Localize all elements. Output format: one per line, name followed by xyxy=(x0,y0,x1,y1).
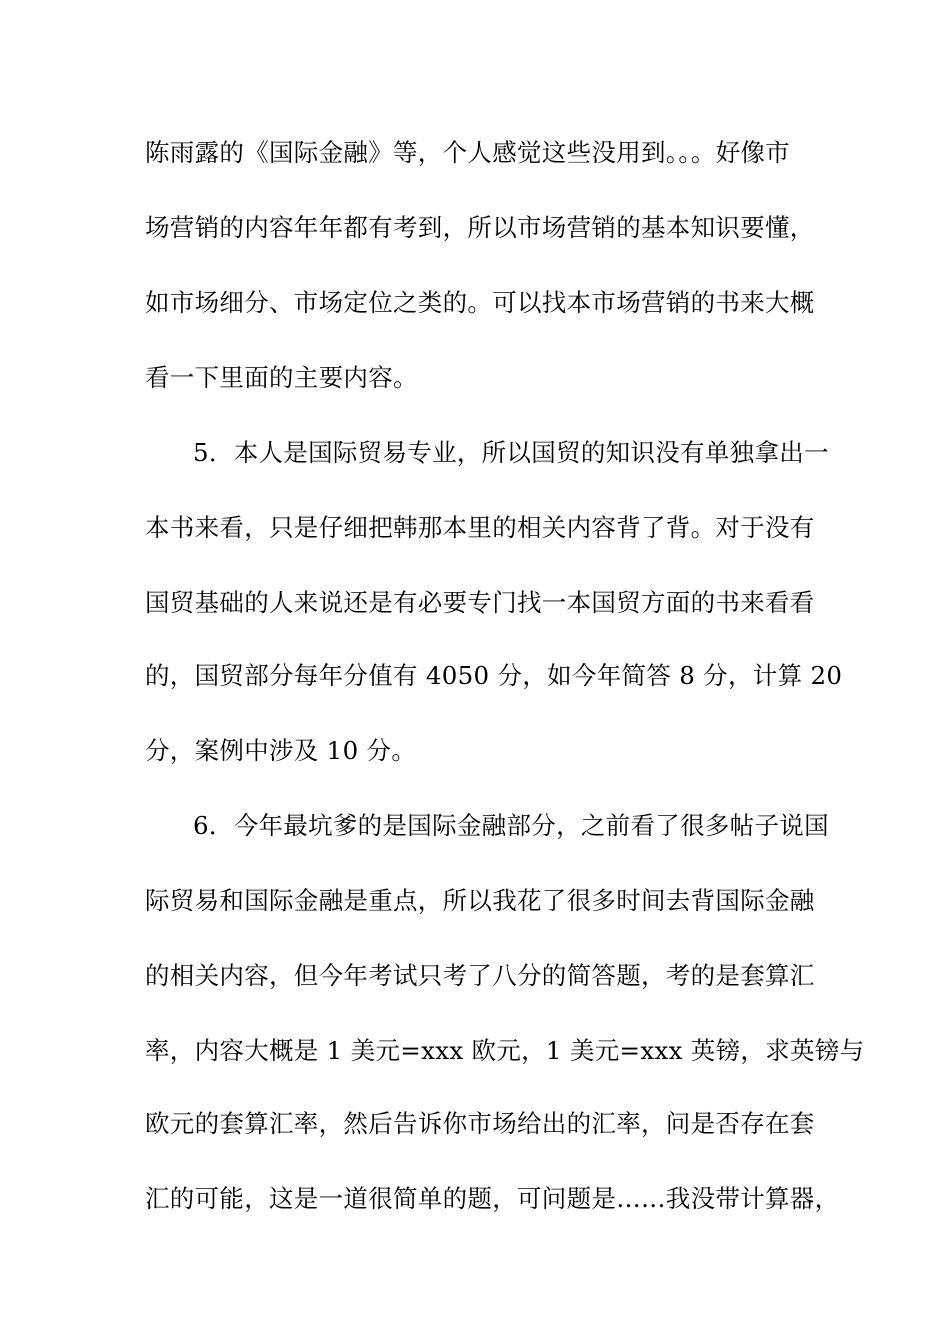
text-line: 汇的可能，这是一道很简单的题，可问题是……我没带计算器， xyxy=(145,1184,840,1213)
text-line: 本书来看，只是仔细把韩那本里的相关内容背了背。对于没有 xyxy=(145,513,815,542)
text-line: 的相关内容，但今年考试只考了八分的简答题，考的是套算汇 xyxy=(145,961,815,990)
text-line: 际贸易和国际金融是重点，所以我花了很多时间去背国际金融 xyxy=(145,886,815,915)
text-line: 国贸基础的人来说还是有必要专门找一本国贸方面的书来看看 xyxy=(145,588,815,617)
text-line: 看一下里面的主要内容。 xyxy=(145,363,418,392)
text-line: 分，案例中涉及 10 分。 xyxy=(145,736,417,765)
paragraph-start-line: 5．本人是国际贸易专业，所以国贸的知识没有单独拿出一 xyxy=(193,438,829,467)
text-line: 陈雨露的《国际金融》等，个人感觉这些没用到。。。好像市 xyxy=(145,138,791,167)
text-line: 如市场细分、市场定位之类的。可以找本市场营销的书来大概 xyxy=(145,288,815,317)
paragraph-start-line: 6．今年最坑爹的是国际金融部分，之前看了很多帖子说国 xyxy=(193,811,829,840)
text-line: 欧元的套算汇率，然后告诉你市场给出的汇率，问是否存在套 xyxy=(145,1109,815,1138)
text-line: 场营销的内容年年都有考到，所以市场营销的基本知识要懂， xyxy=(145,213,815,242)
text-line: 率，内容大概是 1 美元=xxx 欧元，1 美元=xxx 英镑，求英镑与 xyxy=(145,1036,865,1065)
text-line: 的，国贸部分每年分值有 4050 分，如今年简答 8 分，计算 20 xyxy=(145,661,843,690)
